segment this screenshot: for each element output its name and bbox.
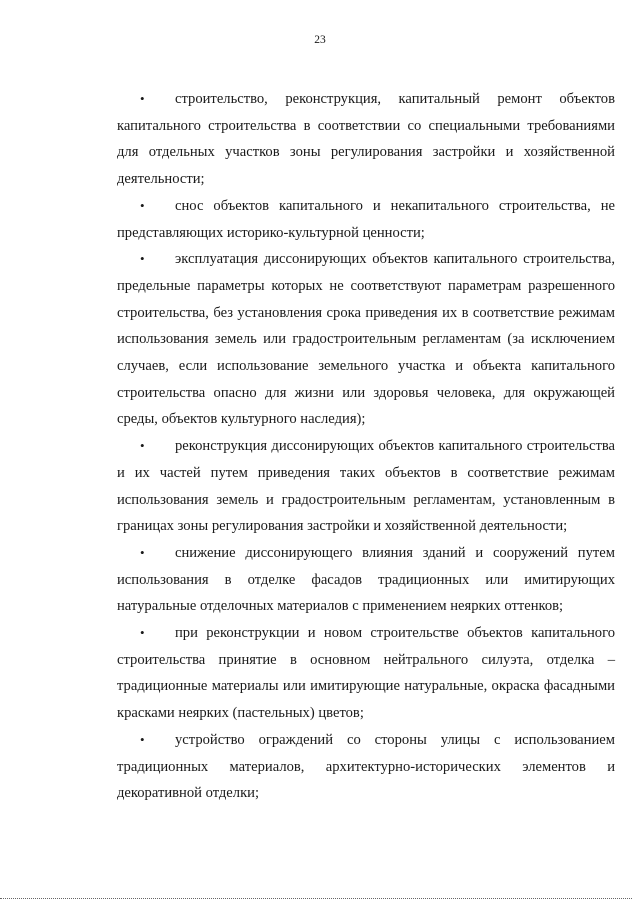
list-item (117, 193, 615, 246)
list-item (117, 433, 615, 540)
list-item (117, 620, 615, 727)
list-item-text: строительство, реконструкция, капитальный ремонт объектов капитального строительства в соответствии со специальными требованиями для отдельных участков зоны регулирования застройки и хозяйственной деятельности; (117, 91, 615, 188)
bullet-icon: • (140, 251, 145, 267)
list-item (117, 86, 615, 193)
document-body (117, 86, 615, 807)
list-item-text: при реконструкции и новом строительстве объектов капитального строительства принятие в основном нейтрального силуэта, отделка – традиционные материалы или имитирующие натуральные, окраска фасадными красками неярких (пастельных) цветов; (117, 625, 615, 722)
bullet-icon: • (140, 438, 145, 454)
page-bottom-divider (0, 898, 632, 899)
list-item-text: эксплуатация диссонирующих объектов капитального строительства, предельные параметры которых не соответствуют параметрам разрешенного строительства, без установления срока приведения их в соответствие режимам использования земель или градостроительным регламентам (за исключением случаев, если использование земельного участка и объекта капитального строительства опасно для жизни или здоровья человека, для окружающей среды, объектов культурного наследия); (117, 251, 615, 428)
list-item-text: реконструкция диссонирующих объектов капитального строительства и их частей путем приведения таких объектов в соответствие режимам использования земель и градостроительным регламентам, установленным в границах зоны регулирования застройки и хозяйственной деятельности; (117, 438, 615, 535)
list-item (117, 246, 615, 433)
page-number: 23 (314, 34, 326, 46)
bullet-icon: • (140, 197, 145, 213)
list-item-text: снижение диссонирующего влияния зданий и сооружений путем использования в отделке фасадов традиционных или имитирующих натуральные отделочных материалов с применением неярких оттенков; (117, 544, 615, 615)
list-item-text: устройство ограждений со стороны улицы с использованием традиционных материалов, архитектурно-исторических элементов и декоративной отделки; (117, 731, 615, 802)
bullet-icon: • (140, 731, 145, 747)
list-item (117, 540, 615, 620)
bullet-icon: • (140, 544, 145, 560)
list-item (117, 727, 615, 807)
bullet-icon: • (140, 625, 145, 641)
bullet-icon: • (140, 91, 145, 106)
list-item-text: снос объектов капитального и некапитального строительства, не представляющих историко-культурной ценности; (117, 197, 615, 241)
